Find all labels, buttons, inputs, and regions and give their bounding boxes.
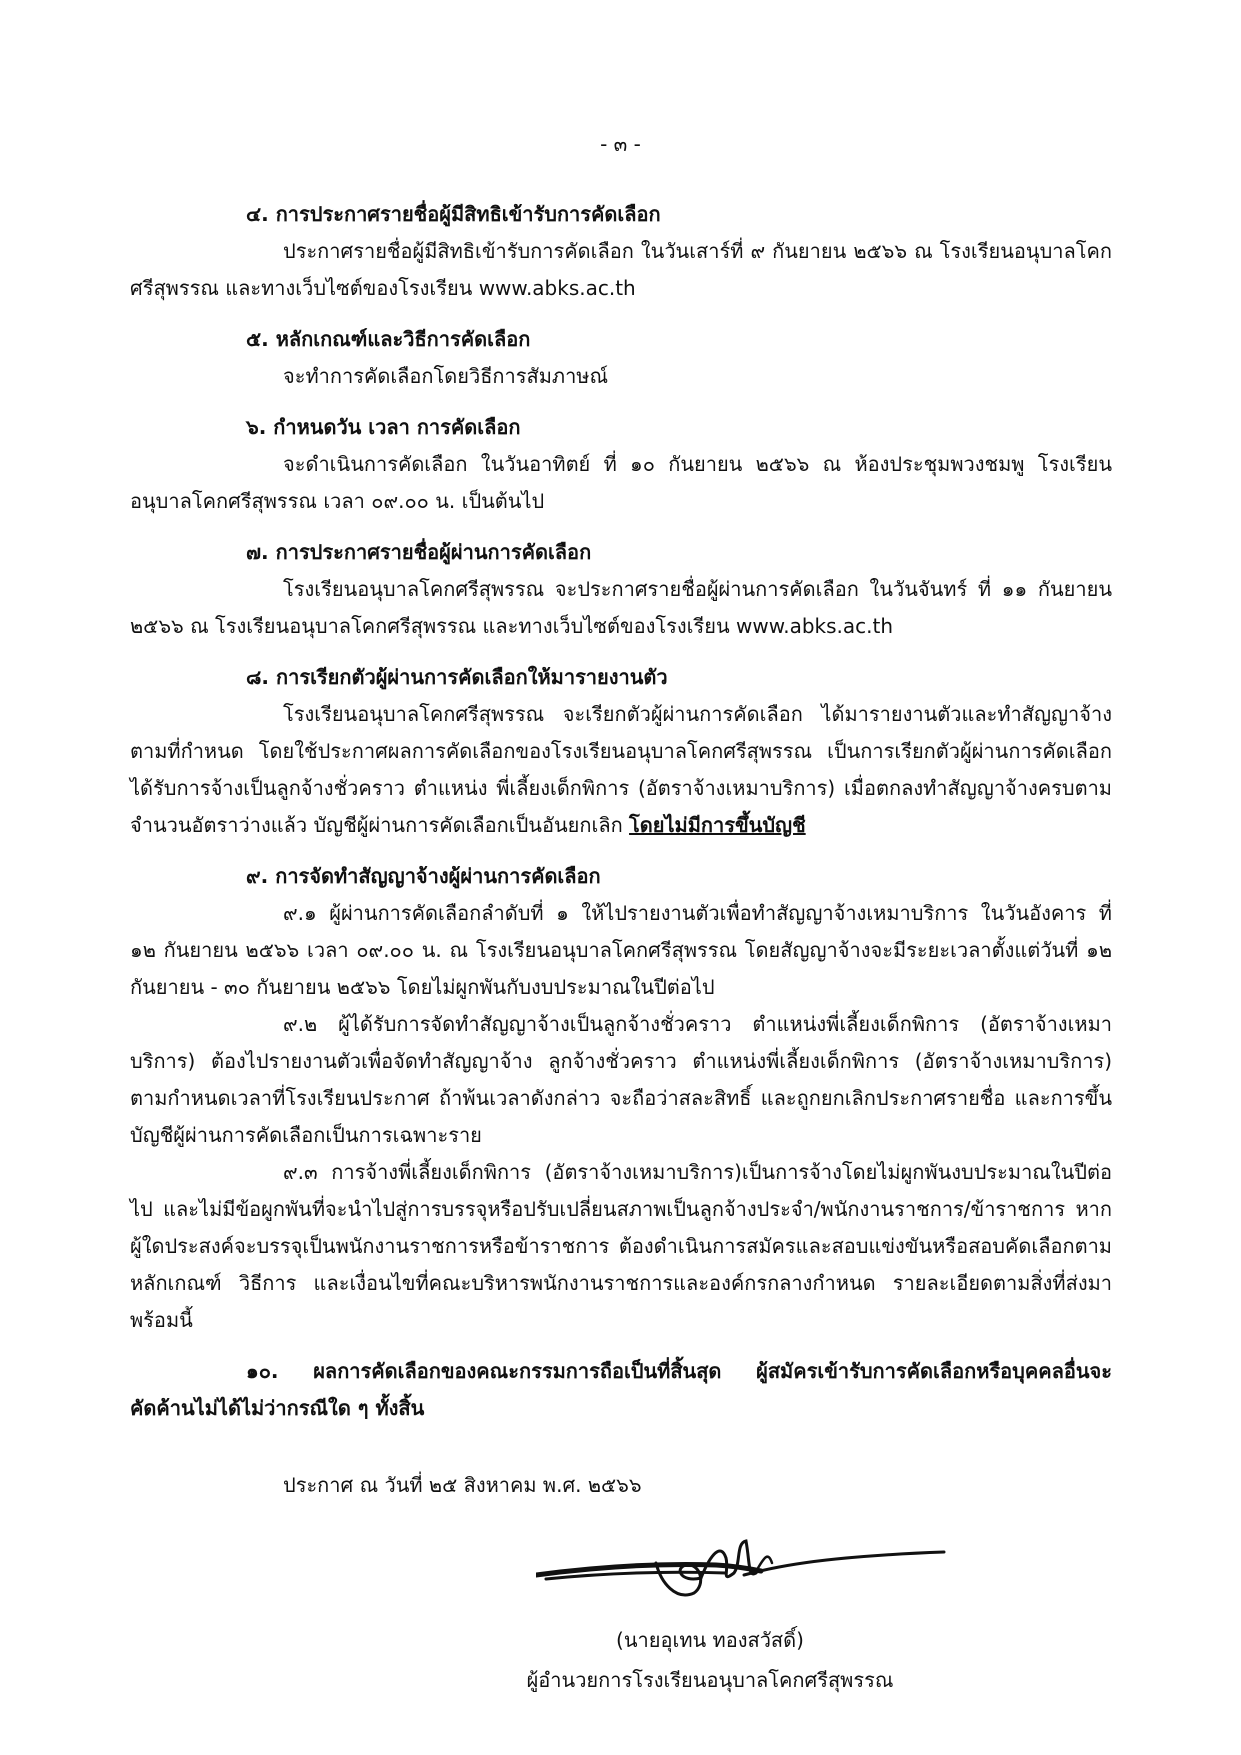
- subitem-9-1: ๙.๑ ผู้ผ่านการคัดเลือกลำดับที่ ๑ ให้ไปรายงานตัวเพื่อทำสัญญาจ้างเหมาบริการ ในวันอังคาร ที่ ๑๒ กันยายน ๒๕๖๖ เวลา ๐๙.๐๐ น. ณ โรงเรียนอนุบาลโคกศรีสุพรรณ โดยสัญญาจ้างจะมีระยะเวลาตั้งแต่วันที่ ๑๒ กันยายน - ๓๐ กันยายน ๒๕๖๖ โดยไม่ผูกพันกับงบประมาณในปีต่อไป: [130, 901, 1112, 999]
- section-heading: ๖. กำหนดวัน เวลา การคัดเลือก: [246, 415, 521, 439]
- section-body: โรงเรียนอนุบาลโคกศรีสุพรรณ จะประกาศรายชื่อผู้ผ่านการคัดเลือก ในวันจันทร์ ที่ ๑๑ กันยายน ๒๕๖๖ ณ โรงเรียนอนุบาลโคกศรีสุพรรณ และทางเว็บไซต์ของโรงเรียน www.abks.ac.th: [130, 577, 1112, 638]
- signer-block: [430, 1620, 990, 1700]
- section-4: [130, 196, 1112, 307]
- final-clause: ๑๐. ผลการคัดเลือกของคณะกรรมการถือเป็นที่สิ้นสุด ผู้สมัครเข้ารับการคัดเลือกหรือบุคคลอื่นจะคัดค้านไม่ได้ไม่ว่ากรณีใด ๆ ทั้งสิ้น: [130, 1359, 1112, 1420]
- announcement-date: ประกาศ ณ วันที่ ๒๕ สิงหาคม พ.ศ. ๒๕๖๖: [283, 1473, 642, 1497]
- section-body-container: [130, 696, 1112, 844]
- section-heading: ๕. หลักเกณฑ์และวิธีการคัดเลือก: [246, 327, 531, 351]
- section-10: [130, 1353, 1112, 1427]
- section-heading: ๔. การประกาศรายชื่อผู้มีสิทธิเข้ารับการคัดเลือก: [246, 202, 661, 226]
- signer-name: (นายอุเทน ทองสวัสดิ์): [616, 1628, 804, 1652]
- section-heading: ๗. การประกาศรายชื่อผู้ผ่านการคัดเลือก: [246, 540, 592, 564]
- section-9: [130, 858, 1112, 1339]
- section-heading: ๙. การจัดทำสัญญาจ้างผู้ผ่านการคัดเลือก: [246, 864, 601, 888]
- section-body: ประกาศรายชื่อผู้มีสิทธิเข้ารับการคัดเลือก ในวันเสาร์ที่ ๙ กันยายน ๒๕๖๖ ณ โรงเรียนอนุบาลโคกศรีสุพรรณ และทางเว็บไซต์ของโรงเรียน www.abks.ac.th: [130, 239, 1112, 300]
- document-body: [130, 196, 1112, 1427]
- section-6: [130, 409, 1112, 520]
- section-8: [130, 659, 1112, 844]
- no-list-emphasis: โดยไม่มีการขึ้นบัญชี: [629, 813, 806, 837]
- section-body: จะทำการคัดเลือกโดยวิธีการสัมภาษณ์: [283, 364, 609, 388]
- subitem-9-2: ๙.๒ ผู้ได้รับการจัดทำสัญญาจ้างเป็นลูกจ้างชั่วคราว ตำแหน่งพี่เลี้ยงเด็กพิการ (อัตราจ้างเหมาบริการ) ต้องไปรายงานตัวเพื่อจัดทำสัญญาจ้าง ลูกจ้างชั่วคราว ตำแหน่งพี่เลี้ยงเด็กพิการ (อัตราจ้างเหมาบริการ) ตามกำหนดเวลาที่โรงเรียนประกาศ ถ้าพ้นเวลาดังกล่าว จะถือว่าสละสิทธิ์ และถูกยกเลิกประกาศรายชื่อ และการขึ้นบัญชีผู้ผ่านการคัดเลือกเป็นการเฉพาะราย: [130, 1012, 1112, 1147]
- signature-image: [536, 1523, 946, 1613]
- section-7: [130, 534, 1112, 645]
- section-body: โรงเรียนอนุบาลโคกศรีสุพรรณ จะเรียกตัวผู้ผ่านการคัดเลือก ได้มารายงานตัวและทำสัญญาจ้างตามที่กำหนด โดยใช้ประกาศผลการคัดเลือกของโรงเรียนอนุบาลโคกศรีสุพรรณ เป็นการเรียกตัวผู้ผ่านการคัดเลือกได้รับการจ้างเป็นลูกจ้างชั่วคราว ตำแหน่ง พี่เลี้ยงเด็กพิการ (อัตราจ้างเหมาบริการ) เมื่อตกลงทำสัญญาจ้างครบตามจำนวนอัตราว่างแล้ว บัญชีผู้ผ่านการคัดเลือกเป็นอันยกเลิก: [130, 702, 1112, 837]
- page-number: - ๓ -: [600, 132, 641, 156]
- signer-position: ผู้อำนวยการโรงเรียนอนุบาลโคกศรีสุพรรณ: [526, 1668, 894, 1692]
- section-5: [130, 321, 1112, 395]
- section-heading: ๘. การเรียกตัวผู้ผ่านการคัดเลือกให้มารายงานตัว: [246, 665, 668, 689]
- subitem-9-3: ๙.๓ การจ้างพี่เลี้ยงเด็กพิการ (อัตราจ้างเหมาบริการ)เป็นการจ้างโดยไม่ผูกพันงบประมาณในปีต่อไป และไม่มีข้อผูกพันที่จะนำไปสู่การบรรจุหรือปรับเปลี่ยนสภาพเป็นลูกจ้างประจำ/พนักงานราชการ/ข้าราชการ หากผู้ใดประสงค์จะบรรจุเป็นพนักงานราชการหรือข้าราชการ ต้องดำเนินการสมัครและสอบแข่งขันหรือสอบคัดเลือกตามหลักเกณฑ์ วิธีการ และเงื่อนไขที่คณะบริหารพนักงานราชการและองค์กรกลางกำหนด รายละเอียดตามสิ่งที่ส่งมาพร้อมนี้: [130, 1160, 1112, 1332]
- section-body: จะดำเนินการคัดเลือก ในวันอาทิตย์ ที่ ๑๐ กันยายน ๒๕๖๖ ณ ห้องประชุมพวงชมพู โรงเรียนอนุบาลโคกศรีสุพรรณ เวลา ๐๙.๐๐ น. เป็นต้นไป: [130, 452, 1112, 513]
